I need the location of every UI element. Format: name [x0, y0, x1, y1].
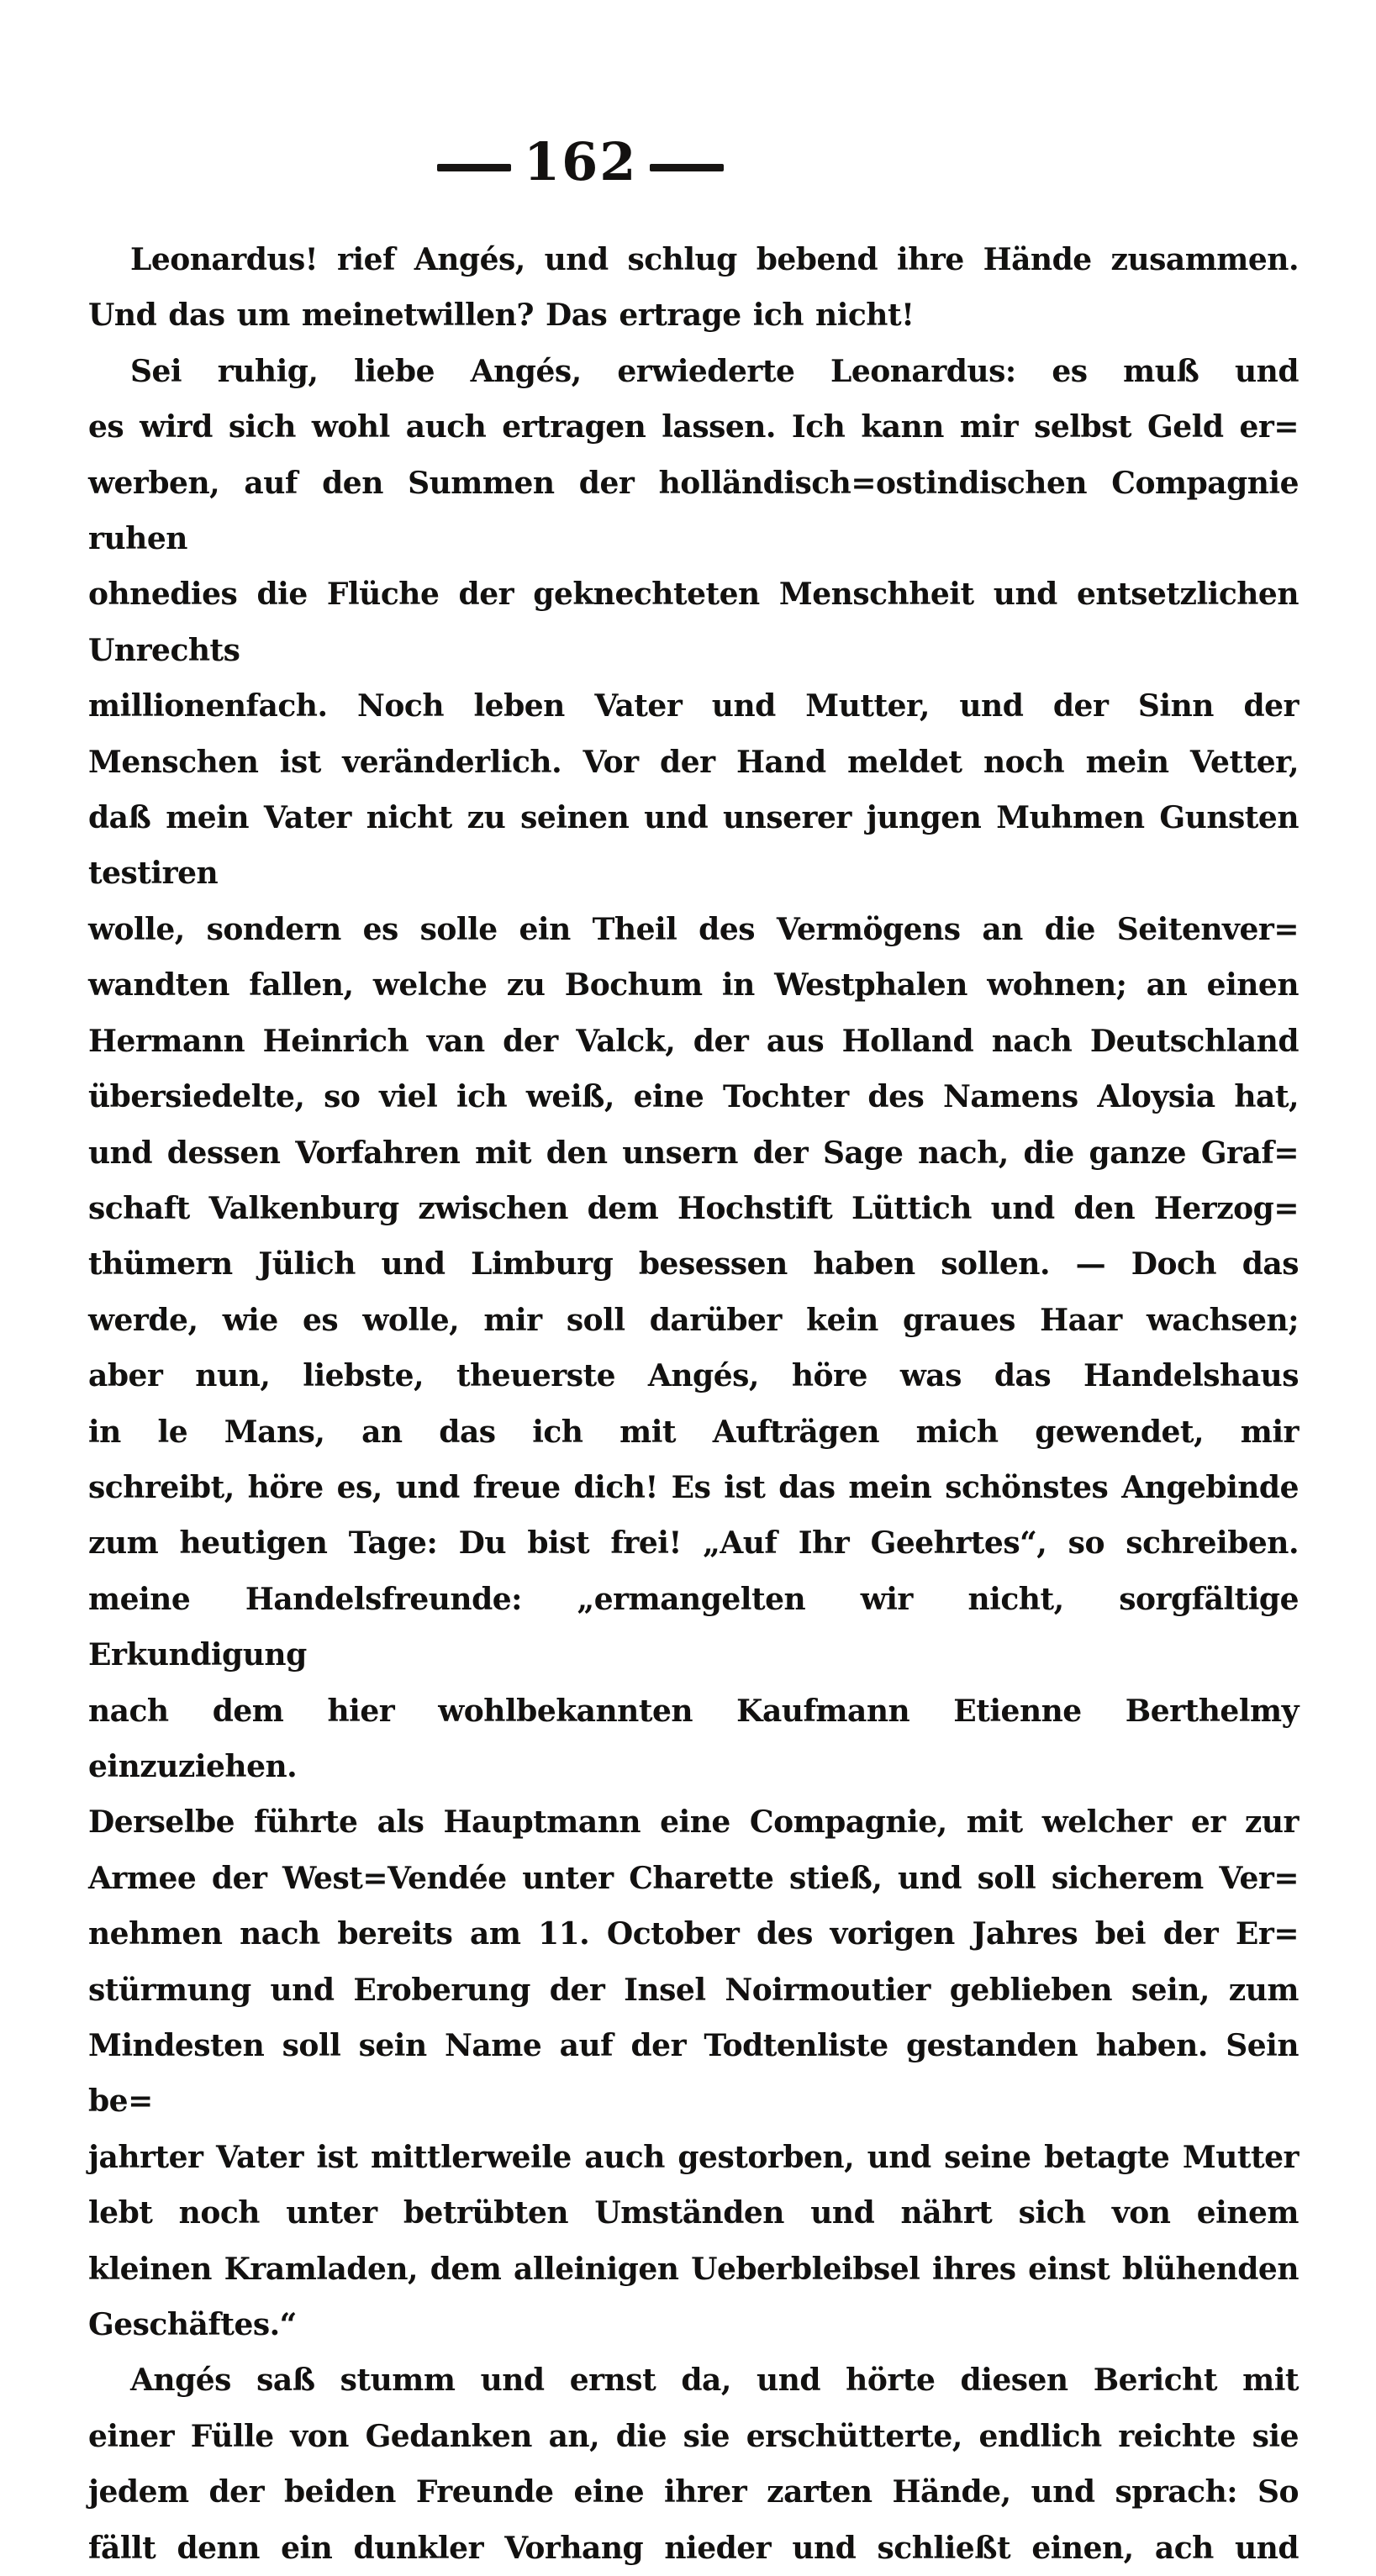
- text-line: es wird sich wohl auch ertragen lassen. Ich kann mir selbst Geld er=: [88, 409, 1299, 445]
- text-line: Leonardus! rief Angés, und schlug bebend ihre Hände zusammen.: [130, 242, 1299, 277]
- paragraph: [88, 232, 1299, 344]
- header-rule-right: [650, 164, 724, 171]
- text-line: nehmen nach bereits am 11. October des vorigen Jahres bei der Er=: [88, 1916, 1299, 1952]
- page-number: 162: [524, 131, 638, 192]
- paragraph: [88, 344, 1299, 2353]
- text-line: ohnedies die Flüche der geknechteten Menschheit und entsetzlichen Unrechts: [88, 577, 1299, 668]
- text-line: übersiedelte, so viel ich weiß, eine Tochter des Namens Aloysia hat,: [88, 1079, 1299, 1115]
- text-line: schaft Valkenburg zwischen dem Hochstift Lüttich und den Herzog=: [88, 1190, 1299, 1226]
- text-line: aber nun, liebste, theuerste Angés, höre was das Handelshaus: [88, 1358, 1299, 1394]
- text-block: [88, 232, 1299, 2576]
- text-line: kleinen Kramladen, dem alleinigen Ueberbleibsel ihres einst blühenden: [88, 2251, 1299, 2287]
- text-line: millionenfach. Noch leben Vater und Mutter, und der Sinn der: [88, 688, 1299, 724]
- text-line: Sei ruhig, liebe Angés, erwiederte Leonardus: es muß und: [130, 353, 1299, 389]
- running-head: [437, 131, 724, 193]
- text-line: lebt noch unter betrübten Umständen und nährt sich von einem: [88, 2195, 1299, 2231]
- text-line: werben, auf den Summen der holländisch=ostindischen Compagnie ruhen: [88, 465, 1299, 557]
- text-line: Angés saß stumm und ernst da, und hörte diesen Bericht mit: [130, 2363, 1299, 2399]
- paragraph: [88, 2352, 1299, 2576]
- text-line: wandten fallen, welche zu Bochum in Westphalen wohnen; an einen: [88, 967, 1299, 1004]
- text-line: jedem der beiden Freunde eine ihrer zarten Hände, und sprach: So: [88, 2474, 1299, 2510]
- text-line: stürmung und Eroberung der Insel Noirmoutier geblieben sein, zum: [88, 1972, 1299, 2008]
- text-line: Menschen ist veränderlich. Vor der Hand meldet noch mein Vetter,: [88, 744, 1299, 780]
- text-line: Mindesten soll sein Name auf der Todtenliste gestanden haben. Sein be=: [88, 2028, 1299, 2120]
- text-line: schreibt, höre es, und freue dich! Es ist das mein schönstes Angebinde: [88, 1469, 1299, 1505]
- text-line: einer Fülle von Gedanken an, die sie erschütterte, endlich reichte sie: [88, 2418, 1299, 2454]
- text-line: zum heutigen Tage: Du bist frei! „Auf Ihr Geehrtes“, so schreiben.: [88, 1525, 1299, 1562]
- text-line: thümern Jülich und Limburg besessen haben sollen. — Doch das: [88, 1246, 1299, 1283]
- text-line: Armee der West=Vendée unter Charette stieß, und soll sicherem Ver=: [88, 1860, 1299, 1896]
- text-line: Derselbe führte als Hauptmann eine Compagnie, mit welcher er zur: [88, 1804, 1299, 1841]
- text-line: Hermann Heinrich van der Valck, der aus Holland nach Deutschland: [88, 1023, 1299, 1059]
- text-line: meine Handelsfreunde: „ermangelten wir nicht, sorgfältige Erkundigung: [88, 1581, 1299, 1673]
- header-rule-left: [437, 164, 511, 171]
- text-line: werde, wie es wolle, mir soll darüber kein graues Haar wachsen;: [88, 1302, 1299, 1338]
- text-line: in le Mans, an das ich mit Aufträgen mich gewendet, mir: [88, 1414, 1299, 1450]
- text-line: Und das um meinetwillen? Das ertrage ich nicht!: [88, 298, 915, 334]
- text-line: nach dem hier wohlbekannten Kaufmann Etienne Berthelmy einzuziehen.: [88, 1693, 1299, 1784]
- text-line: daß mein Vater nicht zu seinen und unserer jungen Muhmen Gunsten testiren: [88, 800, 1299, 892]
- text-line: Geschäftes.“: [88, 2307, 297, 2343]
- text-line: wolle, sondern es solle ein Theil des Vermögens an die Seitenver=: [88, 911, 1299, 947]
- text-line: und dessen Vorfahren mit den unsern der Sage nach, die ganze Graf=: [88, 1135, 1299, 1171]
- text-line: jahrter Vater ist mittlerweile auch gestorben, und seine betagte Mutter: [88, 2139, 1299, 2175]
- text-line: fällt denn ein dunkler Vorhang nieder und schließt einen, ach und: [88, 2530, 1299, 2566]
